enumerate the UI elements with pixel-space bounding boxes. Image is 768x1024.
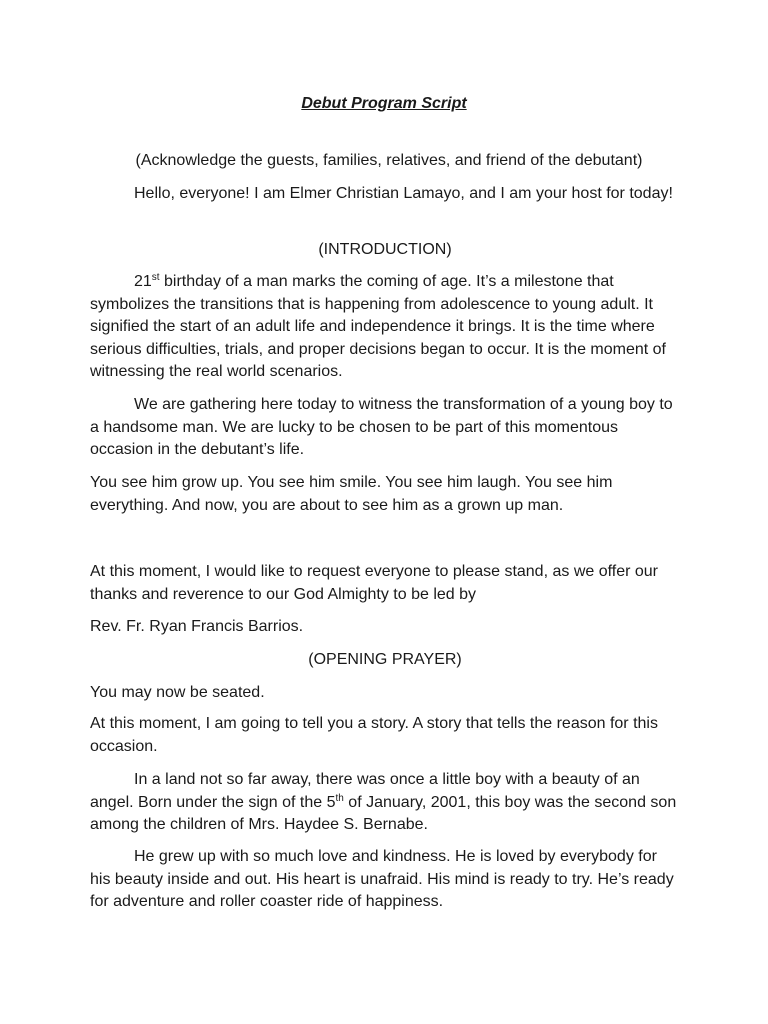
- gathering-paragraph: We are gathering here today to witness the transformation of a young boy to a handsome man. We are lucky to be chosen to be part of this momentous occasion in the debutant’s life.: [90, 396, 673, 458]
- seated-paragraph: You may now be seated.: [90, 684, 265, 701]
- acknowledge-note: (Acknowledge the guests, families, relatives, and friend of the debutant): [135, 152, 643, 169]
- ordinal-suffix: st: [151, 272, 160, 283]
- introduction-heading: (INTRODUCTION): [318, 241, 452, 258]
- birth-paragraph: [90, 769, 680, 837]
- ordinal-number: 21: [134, 273, 152, 290]
- priest-name: Rev. Fr. Ryan Francis Barrios.: [90, 618, 304, 635]
- request-paragraph: At this moment, I would like to request everyone to please stand, as we offer our thanks and reverence to our God Almighty to be led by: [90, 563, 659, 603]
- host-intro-paragraph: Hello, everyone! I am Elmer Christian Lamayo, and I am your host for today!: [134, 185, 673, 202]
- grew-up-paragraph: He grew up with so much love and kindness. He is loved by everybody for his beauty inside and out. His heart is unafraid. His mind is ready to try. He’s ready for adventure and roller coaster ride of happiness.: [90, 848, 674, 910]
- coming-of-age-paragraph: [90, 271, 680, 384]
- paragraph-text: birthday of a man marks the coming of age. It’s a milestone that symbolizes the transitions that is happening from adolescence to young adult. It signified the start of an adult life and independence it brings. It is the time where serious difficulties, trials, and proper decisions began to occur. It is the moment of witnessing the real world scenarios.: [90, 273, 666, 380]
- paragraph-text: In a land not so far away, there was once a little boy with a beauty of an angel. Born under the sign of the 5: [90, 771, 640, 811]
- opening-prayer-heading: (OPENING PRAYER): [308, 651, 462, 668]
- story-paragraph: At this moment, I am going to tell you a story. A story that tells the reason for this occasion.: [90, 715, 658, 755]
- paragraph-text: of January, 2001, this boy was the second son among the children of Mrs. Haydee S. Bernabe.: [90, 793, 677, 833]
- ordinal-suffix: th: [335, 792, 344, 804]
- page-title: Debut Program Script: [301, 95, 467, 112]
- grow-up-paragraph: You see him grow up. You see him smile. You see him laugh. You see him everything. And now, you are about to see him as a grown up man.: [90, 474, 613, 514]
